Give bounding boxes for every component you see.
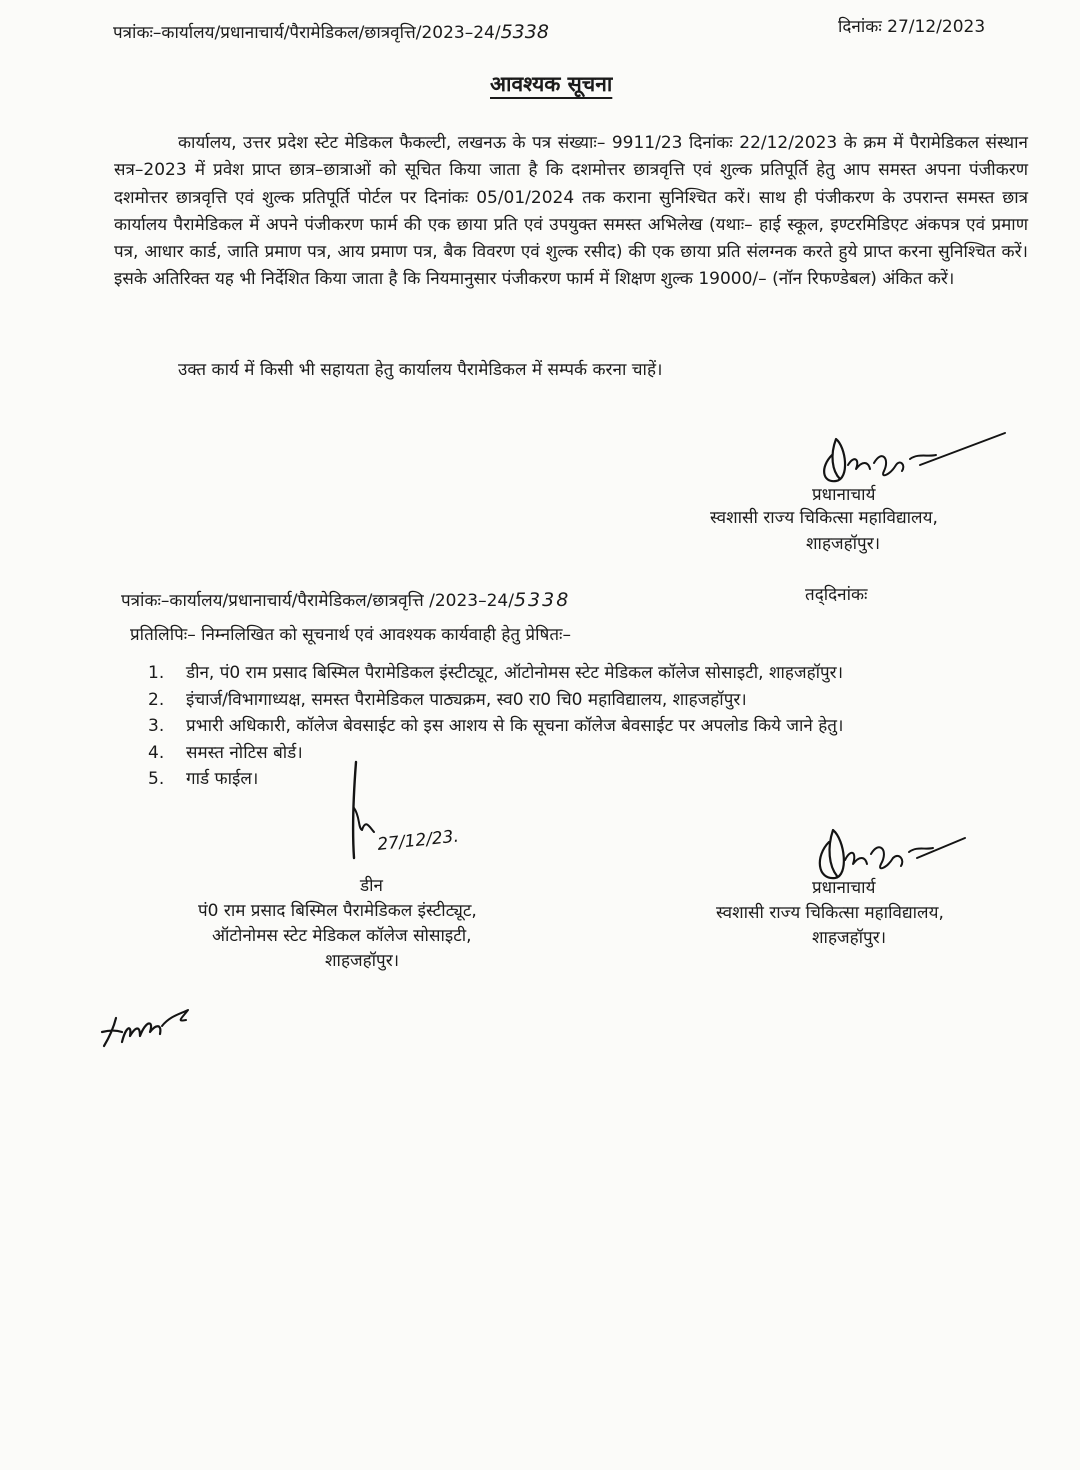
- dean-line-3: शाहजहॉपुर।: [325, 951, 400, 971]
- dean-line-2: ऑटोनोमस स्टेट मेडिकल कॉलेज सोसाइटी,: [212, 926, 472, 946]
- signatory-1-institution: स्वशासी राज्य चिकित्सा महाविद्यालय,: [710, 508, 938, 528]
- signatory-1-designation: प्रधानाचार्य: [812, 485, 876, 505]
- dean-line-1: पं0 राम प्रसाद बिस्मिल पैरामेडिकल इंस्टीट्यूट,: [198, 901, 477, 921]
- signatory-1-city: शाहजहॉपुर।: [806, 534, 881, 554]
- handwritten-reference-number: 5338: [500, 21, 549, 43]
- handwritten-initials: [96, 996, 206, 1056]
- copy-to-line: प्रतिलिपिः– निम्नलिखित को सूचनार्थ एवं आवश्यक कार्यवाही हेतु प्रेषितः–: [130, 625, 571, 645]
- copy-handwritten-reference-number: 5338: [513, 589, 571, 611]
- signatory-2-city: शाहजहॉपुर।: [812, 928, 887, 948]
- date: दिनांकः 27/12/2023: [838, 17, 986, 37]
- signatory-2-institution: स्वशासी राज्य चिकित्सा महाविद्यालय,: [716, 903, 944, 923]
- recipient-list: [148, 660, 1048, 793]
- copy-reference-line: [121, 588, 570, 611]
- dean-signature: [340, 758, 480, 868]
- list-item: 3. प्रभारी अधिकारी, कॉलेज बेवसाईट को इस आशय से कि सूचना कॉलेज बेवसाईट पर अपलोड किये जाने हेतु।: [148, 716, 844, 736]
- reference-line: [113, 20, 549, 43]
- list-item: 4. समस्त नोटिस बोर्ड।: [148, 742, 303, 763]
- copy-reference-text: पत्रांकः–कार्यालय/प्रधानाचार्य/पैरामेडिकल/छात्रवृत्ति /2023–24/: [121, 591, 514, 611]
- copy-date-label: तद्‌दिनांकः: [805, 585, 868, 605]
- notice-paragraph: कार्यालय, उत्तर प्रदेश स्टेट मेडिकल फैकल्टी, लखनऊ के पत्र संख्याः– 9911/23 दिनांकः 22/12/2023 के क्रम में पैरामेडिकल संस्थान सत्र–2023 में प्रवेश प्राप्त छात्र–छात्राओं को सूचित किया जाता है कि दशमोत्तर छात्रवृत्ति एवं शुल्क प्रतिपूर्ति हेतु आप समस्त अपना पंजीकरण दशमोत्तर छात्रवृत्ति एवं शुल्क प्रतिपूर्ति पोर्टल पर दिनांकः 05/01/2024 तक कराना सुनिश्चित करें। साथ ही पंजीकरण के उपरान्त समस्त छात्र कार्यालय पैरामेडिकल में अपने पंजीकरण फार्म की एक छाया प्रति एवं उपयुक्त समस्त अभिलेख (यथाः– हाई स्कूल, इण्टरमिडिएट अंकपत्र एवं प्रमाण पत्र, आधार कार्ड, जाति प्रमाण पत्र, आय प्रमाण पत्र, बैक विवरण एवं शुल्क रसीद) की एक छाया प्रति संलग्नक करते हुये प्राप्त करना सुनिश्चित करें। इसके अतिरिक्त यह भी निर्देशित किया जाता है कि नियमानुसार पंजीकरण फार्म में शिक्षण शुल्क 19000/– (नॉन रिफण्डेबल) अंकित करें।: [114, 133, 1028, 290]
- list-item: 1. डीन, पं0 राम प्रसाद बिस्मिल पैरामेडिकल इंस्टीट्यूट, ऑटोनोमस स्टेट मेडिकल कॉलेज सोसाइटी, शाहजहॉपुर।: [148, 663, 844, 683]
- signatory-2-designation: प्रधानाचार्य: [812, 878, 876, 898]
- dean-signature-date: 27/12/23.: [376, 826, 460, 855]
- dean-title: डीन: [360, 876, 383, 896]
- help-paragraph: उक्त कार्य में किसी भी सहायता हेतु कार्यालय पैरामेडिकल में सम्पर्क करना चाहें।: [178, 360, 663, 380]
- notice-body: [114, 130, 1028, 294]
- notice-title: आवश्यक सूचना: [490, 72, 613, 96]
- list-item: 2. इंचार्ज/विभागाध्यक्ष, समस्त पैरामेडिकल पाठ्यक्रम, स्व0 रा0 चि0 महाविद्यालय, शाहजहॉपुर।: [148, 689, 747, 710]
- reference-text: पत्रांकः–कार्यालय/प्रधानाचार्य/पैरामेडिकल/छात्रवृत्ति/2023–24/: [113, 23, 501, 43]
- list-item: 5. गार्ड फाईल।: [148, 769, 259, 789]
